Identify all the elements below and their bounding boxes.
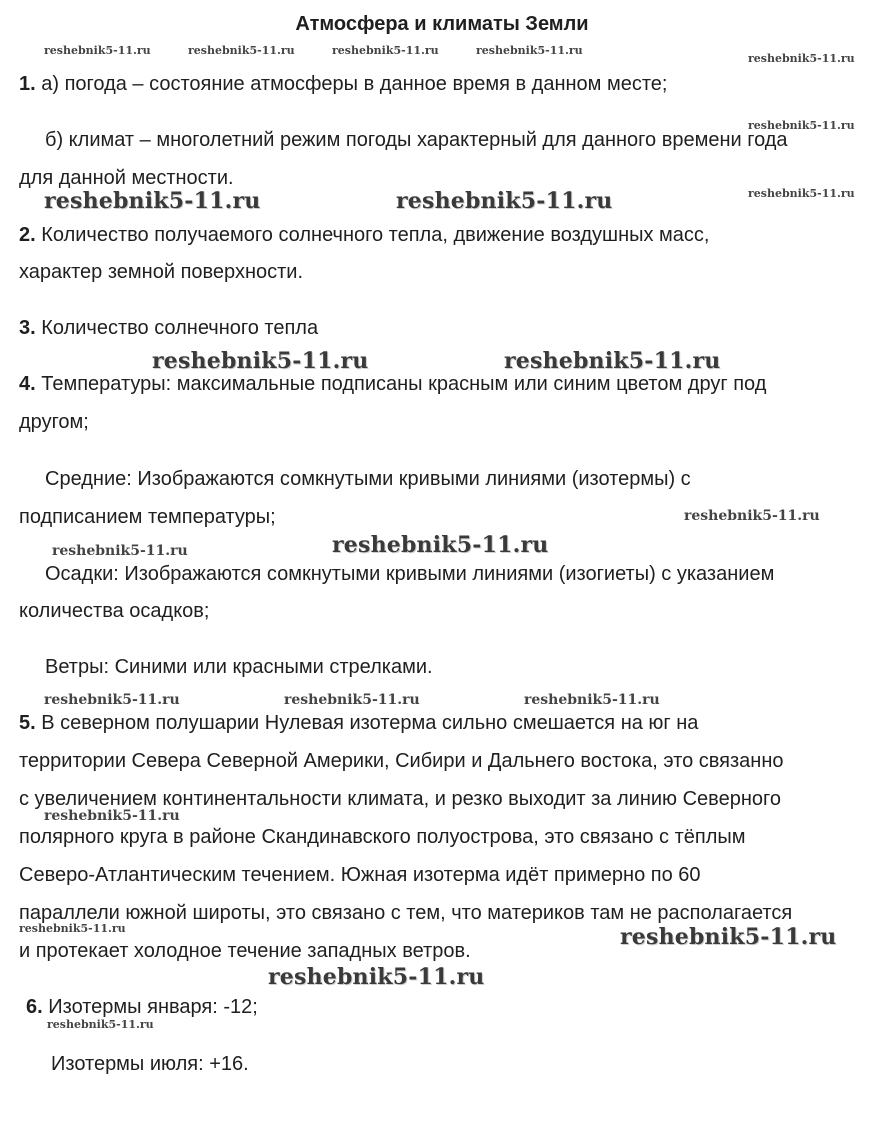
answer-5-line-2: территории Севера Северной Америки, Сибири и Дальнего востока, это связанно [19,750,784,772]
watermark-small: reshebnik5-11.ru [47,1018,154,1031]
watermark-large: reshebnik5-11.ru [44,188,261,214]
answer-4-line-7: Ветры: Синими или красными стрелками. [45,656,433,678]
answer-6-text-1: Изотермы января: -12; [42,996,258,1018]
watermark-small: reshebnik5-11.ru [684,508,820,524]
answer-5-number: 5. [19,712,36,734]
watermark-large: reshebnik5-11.ru [268,964,485,990]
watermark-large: reshebnik5-11.ru [332,532,549,558]
watermark-small: reshebnik5-11.ru [44,808,180,824]
watermark-small: reshebnik5-11.ru [19,922,126,935]
answer-4-text-1: Температуры: максимальные подписаны красным или синим цветом друг под [35,373,767,395]
answer-5-line-4: полярного круга в районе Скандинавского полуострова, это связано с тёплым [19,826,746,848]
answer-6-number: 6. [26,996,43,1018]
watermark-small: reshebnik5-11.ru [524,692,660,708]
answer-1-line-2: б) климат – многолетний режим погоды характерный для данного времени года [45,129,788,151]
answer-1-number: 1. [19,73,36,95]
watermark-small: reshebnik5-11.ru [748,119,855,132]
answer-4-line-5: Осадки: Изображаются сомкнутыми кривыми линиями (изогиеты) с указанием [45,563,775,585]
watermark-small: reshebnik5-11.ru [44,692,180,708]
answer-3-number: 3. [19,317,36,339]
answer-1-line-3: для данной местности. [19,167,234,189]
answer-2-line-2: характер земной поверхности. [19,261,304,283]
watermark-large: reshebnik5-11.ru [504,348,721,374]
watermark-small: reshebnik5-11.ru [748,52,855,65]
answer-5-line-3: с увеличением континентальности климата, и резко выходит за линию Северного [19,788,781,810]
watermark-small: reshebnik5-11.ru [188,44,295,57]
answer-1-text-1: а) погода – состояние атмосферы в данное время в данном месте; [35,73,668,95]
answer-4-line-1 [19,372,766,396]
answer-4-line-6: количества осадков; [19,600,210,622]
watermark-small: reshebnik5-11.ru [476,44,583,57]
answer-5-line-6: параллели южной широты, это связано с тем, что материков там не располагается [19,902,793,924]
watermark-small: reshebnik5-11.ru [332,44,439,57]
answer-5-line-1 [19,711,698,735]
page-title: Атмосфера и климаты Земли [295,13,589,35]
answer-1-line-1 [19,72,667,96]
answer-2-number: 2. [19,224,36,246]
watermark-small: reshebnik5-11.ru [748,187,855,200]
answer-4-line-2: другом; [19,411,89,433]
answer-4-line-4: подписанием температуры; [19,506,276,528]
answer-5-text-1: В северном полушарии Нулевая изотерма сильно смешается на юг на [35,712,699,734]
answer-6-line-1 [26,995,258,1019]
watermark-large: reshebnik5-11.ru [620,924,837,950]
watermark-small: reshebnik5-11.ru [284,692,420,708]
answer-3-text-1: Количество солнечного тепла [35,317,319,339]
watermark-large: reshebnik5-11.ru [396,188,613,214]
answer-2-line-1 [19,223,709,247]
answer-2-text-1: Количество получаемого солнечного тепла, движение воздушных масс, [35,224,710,246]
answer-4-number: 4. [19,373,36,395]
answer-6-line-2: Изотермы июля: +16. [51,1053,249,1075]
answer-4-line-3: Средние: Изображаются сомкнутыми кривыми линиями (изотермы) с [45,468,691,490]
watermark-small: reshebnik5-11.ru [52,543,188,559]
answer-3-line-1 [19,316,318,340]
watermark-small: reshebnik5-11.ru [44,44,151,57]
answer-5-line-5: Северо-Атлантическим течением. Южная изотерма идёт примерно по 60 [19,864,701,886]
answer-5-line-7: и протекает холодное течение западных ветров. [19,940,471,962]
watermark-large: reshebnik5-11.ru [152,348,369,374]
